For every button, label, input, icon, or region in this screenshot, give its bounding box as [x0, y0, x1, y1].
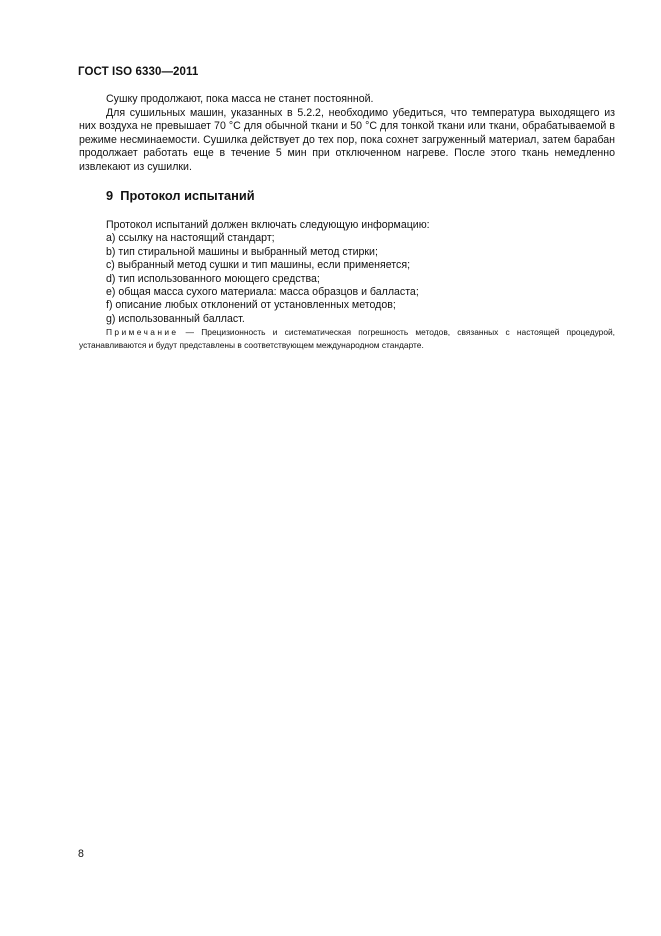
- list-item: d) тип использованного моющего средства;: [106, 272, 320, 285]
- list-item: g) использованный балласт.: [106, 312, 245, 325]
- note: [79, 326, 615, 352]
- list-item: c) выбранный метод сушки и тип машины, если применяется;: [106, 259, 411, 272]
- list-item: b) тип стиральной машины и выбранный метод стирки;: [106, 245, 378, 258]
- report-requirements: [106, 219, 430, 326]
- page-number: 8: [78, 848, 84, 860]
- section-number: 9: [106, 188, 114, 203]
- section-title: Протокол испытаний: [120, 188, 255, 203]
- note-text: — Прецизионность и систематическая погрешность методов, связанных с настоящей процедурой, устанавливаются и будут представлены в соответствующем международном стандарте.: [79, 327, 615, 350]
- paragraph: Сушку продолжают, пока масса не станет постоянной.: [106, 93, 374, 105]
- list-item: a) ссылку на настоящий стандарт;: [106, 232, 275, 245]
- list-item: e) общая масса сухого материала: масса образцов и балласта;: [106, 286, 419, 299]
- paragraph: Для сушильных машин, указанных в 5.2.2, необходимо убедиться, что температура выходящего из них воздуха не превышает 70 °С для обычной ткани и 50 °С для тонкой ткани или ткани, обрабатываемой в режиме несминаемости. Сушилка действует до тех пор, пока сохнет загруженный материал, затем барабан продолжает работать еще в течение 5 мин при отключенном нагреве. После этого ткань немедленно извлекают из сушилки.: [79, 106, 615, 173]
- document-header: ГОСТ ISO 6330—2011: [78, 66, 199, 78]
- note-label: Примечание: [106, 327, 179, 337]
- section-heading: [106, 188, 255, 203]
- list-item: f) описание любых отклонений от установленных методов;: [106, 299, 396, 312]
- drying-text: [79, 93, 615, 174]
- list-intro: Протокол испытаний должен включать следующую информацию:: [106, 219, 430, 231]
